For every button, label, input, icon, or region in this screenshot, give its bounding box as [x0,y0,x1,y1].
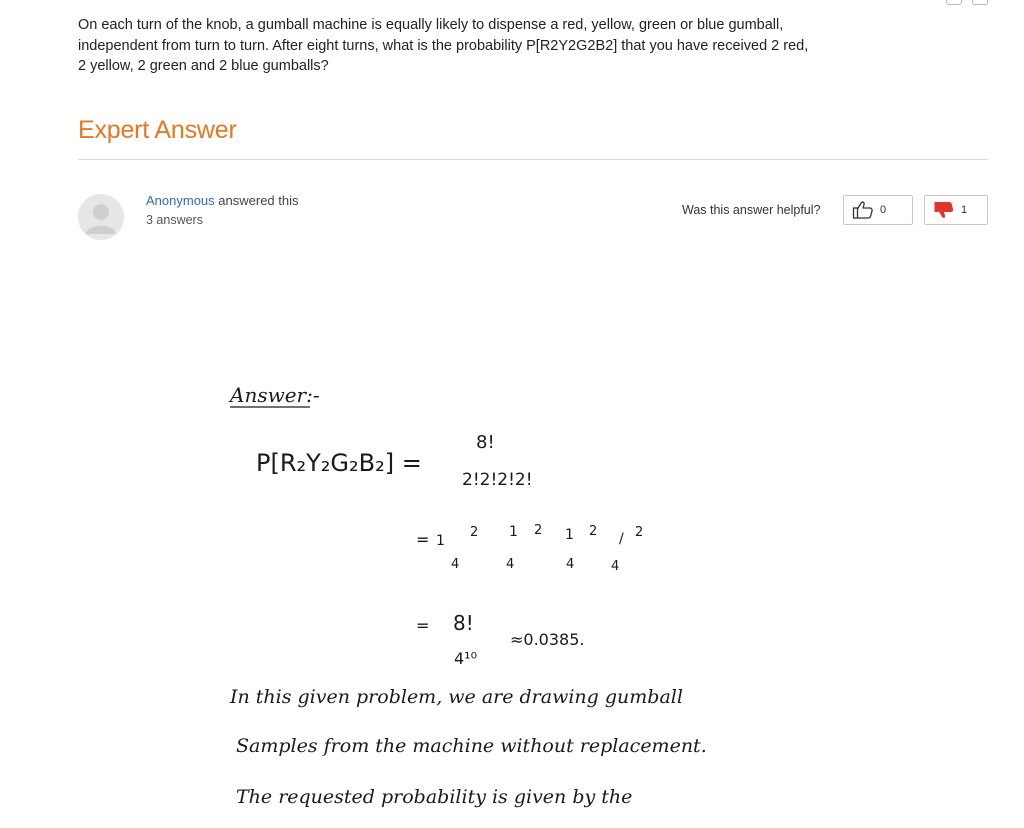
step2-terms [436,523,643,574]
question-text: On each turn of the knob, a gumball machine is equally likely to dispense a red, yellow, green or blue gumball, independent from turn to turn. After eight turns, what is the probability P[R2Y2G2B2] that you have received 2 red, 2 yellow, 2 green and 2 blue gumballs? [78,17,809,74]
step3-denominator: 4¹⁰ [454,649,478,668]
expert-answer-heading: Expert Answer [78,116,237,144]
user-silhouette-icon [78,194,124,240]
window-controls [946,0,988,5]
thumbs-down-icon [933,200,955,220]
answerer-name-link[interactable]: Anonymous [146,193,215,208]
svg-text:2: 2 [635,525,644,540]
section-divider [78,159,988,160]
svg-text:1: 1 [436,533,445,549]
step3-numerator: 8! [453,611,474,635]
explanation-line-3: The requested probability is given by the [236,786,633,808]
step3-equals: = [416,616,430,635]
fraction1-numerator: 8! [476,432,495,453]
svg-text:2: 2 [534,523,543,538]
handwritten-answer-image [140,340,990,828]
svg-text:2: 2 [589,524,598,539]
svg-text:1: 1 [509,524,518,540]
window-icon-2 [972,0,988,5]
svg-text:4: 4 [506,557,515,572]
window-icon-1 [946,0,962,5]
svg-text:4: 4 [566,557,575,572]
approx-result: ≈0.0385. [510,630,585,649]
answer-count: 3 answers [146,213,203,227]
probability-lhs: P[R₂Y₂G₂B₂] = [256,449,422,477]
upvote-count: 0 [880,204,887,216]
svg-text:2: 2 [470,525,479,540]
svg-text:/: / [619,531,624,547]
answerer-line [146,193,299,208]
answered-this-label: answered this [218,193,299,208]
downvote-button[interactable] [924,195,988,225]
answer-heading: Answer:- [230,383,320,407]
svg-text:4: 4 [611,559,620,574]
svg-text:1: 1 [565,527,574,543]
helpful-prompt: Was this answer helpful? [682,203,821,217]
explanation-line-1: In this given problem, we are drawing gumball [230,686,683,708]
thumbs-up-icon [852,200,874,220]
fraction1-denominator: 2!2!2!2! [462,470,533,490]
upvote-button[interactable] [843,195,913,225]
step2-equals: = [416,530,430,549]
explanation-line-2: Samples from the machine without replacement. [236,735,707,757]
svg-text:4: 4 [451,557,460,572]
downvote-count: 1 [961,204,968,216]
